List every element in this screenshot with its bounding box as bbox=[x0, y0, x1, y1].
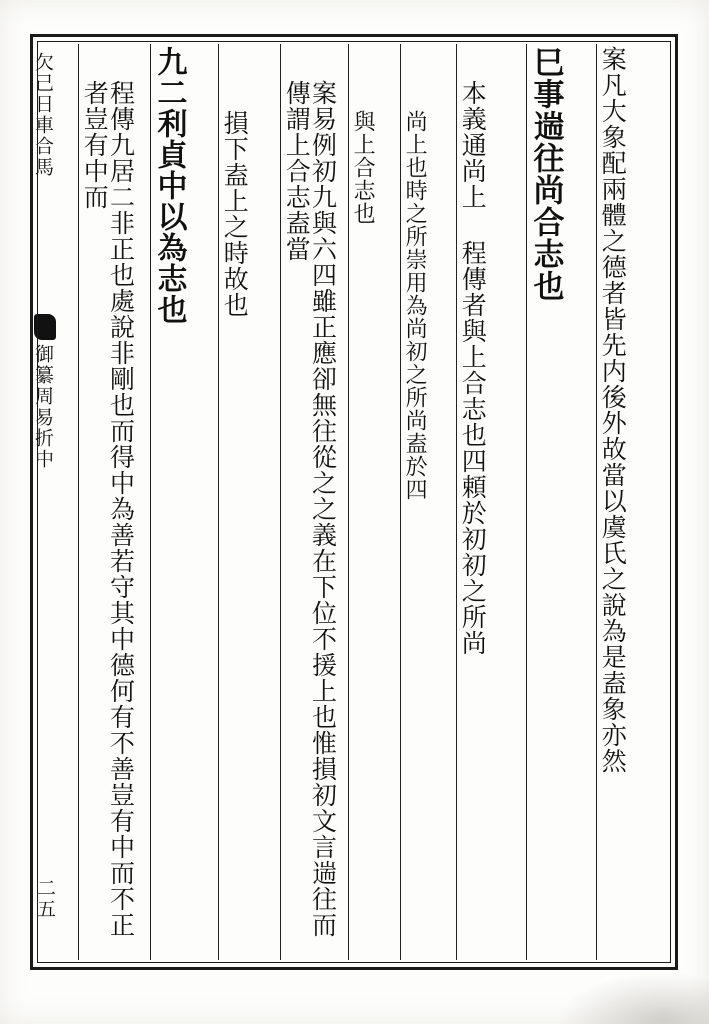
text-block bbox=[40, 44, 668, 960]
column-7-text: 損下盍上之時故也 bbox=[220, 110, 250, 318]
page-number-label: 二五 bbox=[33, 878, 56, 920]
column-9-text: 程傳九居二非正也處說非剛也而得中為善若守其中德何有不善豈有中而不正者豈有中而 bbox=[80, 80, 136, 938]
column-6 bbox=[280, 44, 348, 960]
column-8-text: 九二利貞中以為志也 bbox=[151, 46, 187, 325]
column-2-text: 巳事遄往尚合志也 bbox=[527, 46, 564, 302]
column-8 bbox=[150, 44, 218, 960]
column-5 bbox=[348, 44, 400, 960]
column-1-text: 案凡大象配兩體之德者皆先内後外故當以虞氏之說為是盍象亦然 bbox=[598, 46, 628, 774]
column-5-text: 與上合志也 bbox=[350, 110, 376, 225]
column-4-text: 尚上也時之所崇用為尚初之所尚盍於四 bbox=[402, 110, 428, 501]
column-9 bbox=[78, 44, 150, 960]
spine-top-label: 欠己日車合馬 bbox=[31, 52, 54, 178]
column-1 bbox=[596, 44, 668, 960]
spine-book-title-label: 御纂周易折中 bbox=[31, 344, 54, 470]
column-7 bbox=[218, 44, 280, 960]
scan-smudge bbox=[559, 972, 709, 1024]
column-2 bbox=[526, 44, 596, 960]
column-3 bbox=[456, 44, 526, 960]
column-6-text: 案易例初九與六四雖正應卻無往從之之義在下位不援上也惟損初文言遄往而傳謂上合志盍當 bbox=[282, 80, 338, 938]
column-3-text: 本義通尚上 程傳者與上合志也四頼於初初之所尚 bbox=[458, 80, 488, 656]
column-4 bbox=[400, 44, 456, 960]
